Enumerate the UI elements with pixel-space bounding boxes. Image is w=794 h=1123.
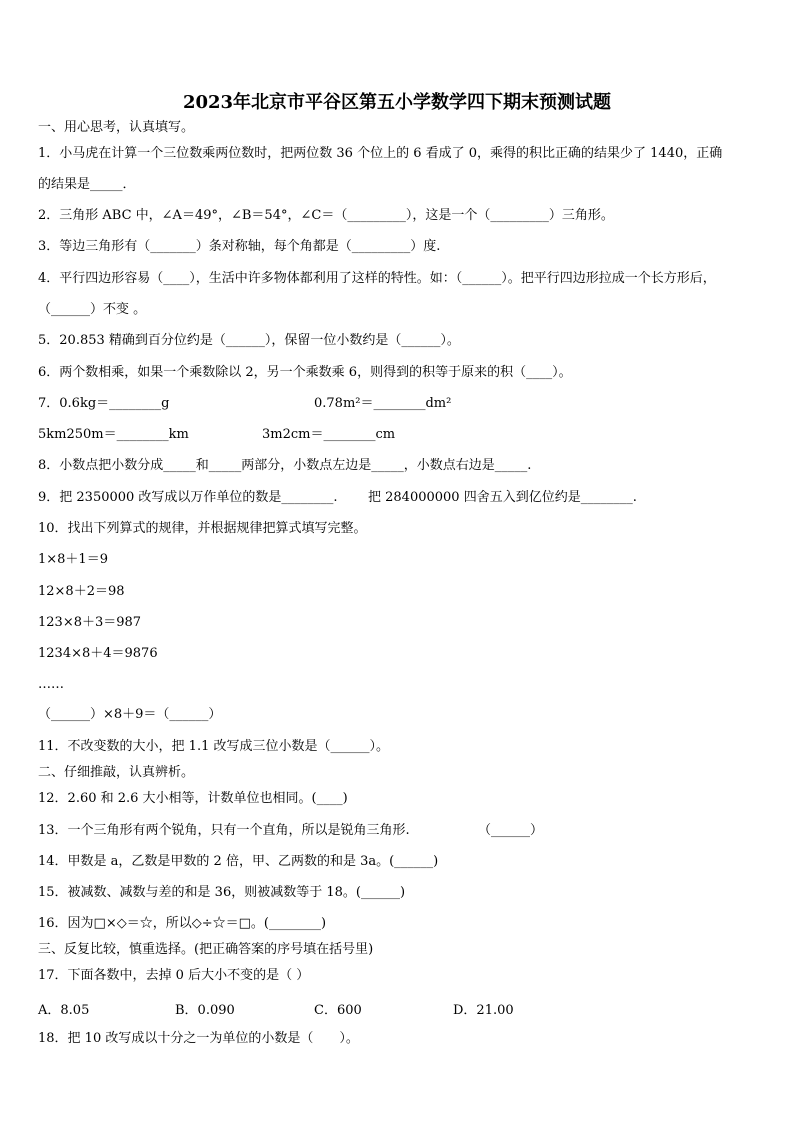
question-5: 5．20.853 精确到百分位约是（______），保留一位小数约是（______）。 (38, 333, 460, 348)
question-16: 16．因为□×◇＝☆，所以◇÷☆＝□。(________) (38, 916, 327, 931)
pattern-equation-blank: （______）×8＋9＝（______） (38, 707, 222, 722)
question-3: 3．等边三角形有（_______）条对称轴，每个角都是（_________）度. (38, 239, 441, 254)
question-14: 14．甲数是 a，乙数是甲数的 2 倍，甲、乙两数的和是 3a。(______) (38, 854, 439, 869)
option-a: A．8.05 (38, 1003, 90, 1018)
option-b: B．0.090 (175, 1003, 235, 1018)
question-18: 18．把 10 改写成以十分之一为单位的小数是（ ）。 (38, 1031, 359, 1046)
question-1-line-1: 1．小马虎在计算一个三位数乘两位数时，把两位数 36 个位上的 6 看成了 0，乘得的积比正确的结果少了 1440，正确 (38, 146, 723, 161)
option-d: D．21.00 (453, 1003, 514, 1018)
pattern-equation-1: 1×8＋1＝9 (38, 552, 108, 567)
question-7-part-4: 3m2cm＝________cm (262, 427, 396, 442)
pattern-equation-3: 123×8＋3＝987 (38, 615, 142, 630)
page-title: 2023年北京市平谷区第五小学数学四下期末预测试题 (182, 92, 612, 113)
pattern-equation-2: 12×8＋2＝98 (38, 584, 125, 599)
section-2-heading: 二、仔细推敲，认真辨析。 (38, 765, 195, 780)
question-9-part-2: 把 284000000 四舍五入到亿位约是________. (368, 490, 637, 505)
question-7-part-3: 5km250m＝________km (38, 427, 189, 442)
question-4-line-1: 4．平行四边形容易（____），生活中许多物体都利用了这样的特性。如：（______）。把平行四边形拉成一个长方形后， (38, 271, 716, 286)
question-8: 8．小数点把小数分成_____和_____两部分，小数点左边是_____，小数点右边是_____. (38, 458, 532, 473)
question-12: 12．2.60 和 2.6 大小相等，计数单位也相同。(____) (38, 791, 348, 806)
question-4-line-2: （______）不变 。 (38, 302, 147, 317)
section-3-heading: 三、反复比较，慎重选择。(把正确答案的序号填在括号里) (38, 942, 374, 957)
question-10: 10．找出下列算式的规律，并根据规律把算式填写完整。 (38, 521, 367, 536)
question-2: 2．三角形 ABC 中，∠A＝49°，∠B＝54°，∠C＝（_________），这是一个（_________）三角形。 (38, 208, 614, 223)
pattern-ellipsis: …… (38, 677, 64, 692)
question-11: 11．不改变数的大小，把 1.1 改写成三位小数是（______）。 (38, 739, 389, 754)
question-7-part-1: 7．0.6kg＝________g (38, 396, 170, 411)
section-1-heading: 一、用心思考，认真填写。 (38, 120, 195, 135)
question-15: 15．被减数、减数与差的和是 36，则被减数等于 18。(______) (38, 885, 406, 900)
option-c: C．600 (314, 1003, 362, 1018)
question-7-part-2: 0.78m²＝________dm² (314, 396, 452, 411)
question-13-answer-blank: （______） (478, 823, 544, 838)
question-6: 6．两个数相乘，如果一个乘数除以 2，另一个乘数乘 6，则得到的积等于原来的积（____）。 (38, 365, 572, 380)
question-1-line-2: 的结果是_____． (38, 177, 136, 192)
question-13: 13．一个三角形有两个锐角，只有一个直角，所以是锐角三角形. (38, 823, 410, 838)
question-17: 17．下面各数中，去掉 0 后大小不变的是（ ） (38, 968, 310, 983)
question-9-part-1: 9．把 2350000 改写成以万作单位的数是________. (38, 490, 338, 505)
pattern-equation-4: 1234×8＋4＝9876 (38, 646, 158, 661)
